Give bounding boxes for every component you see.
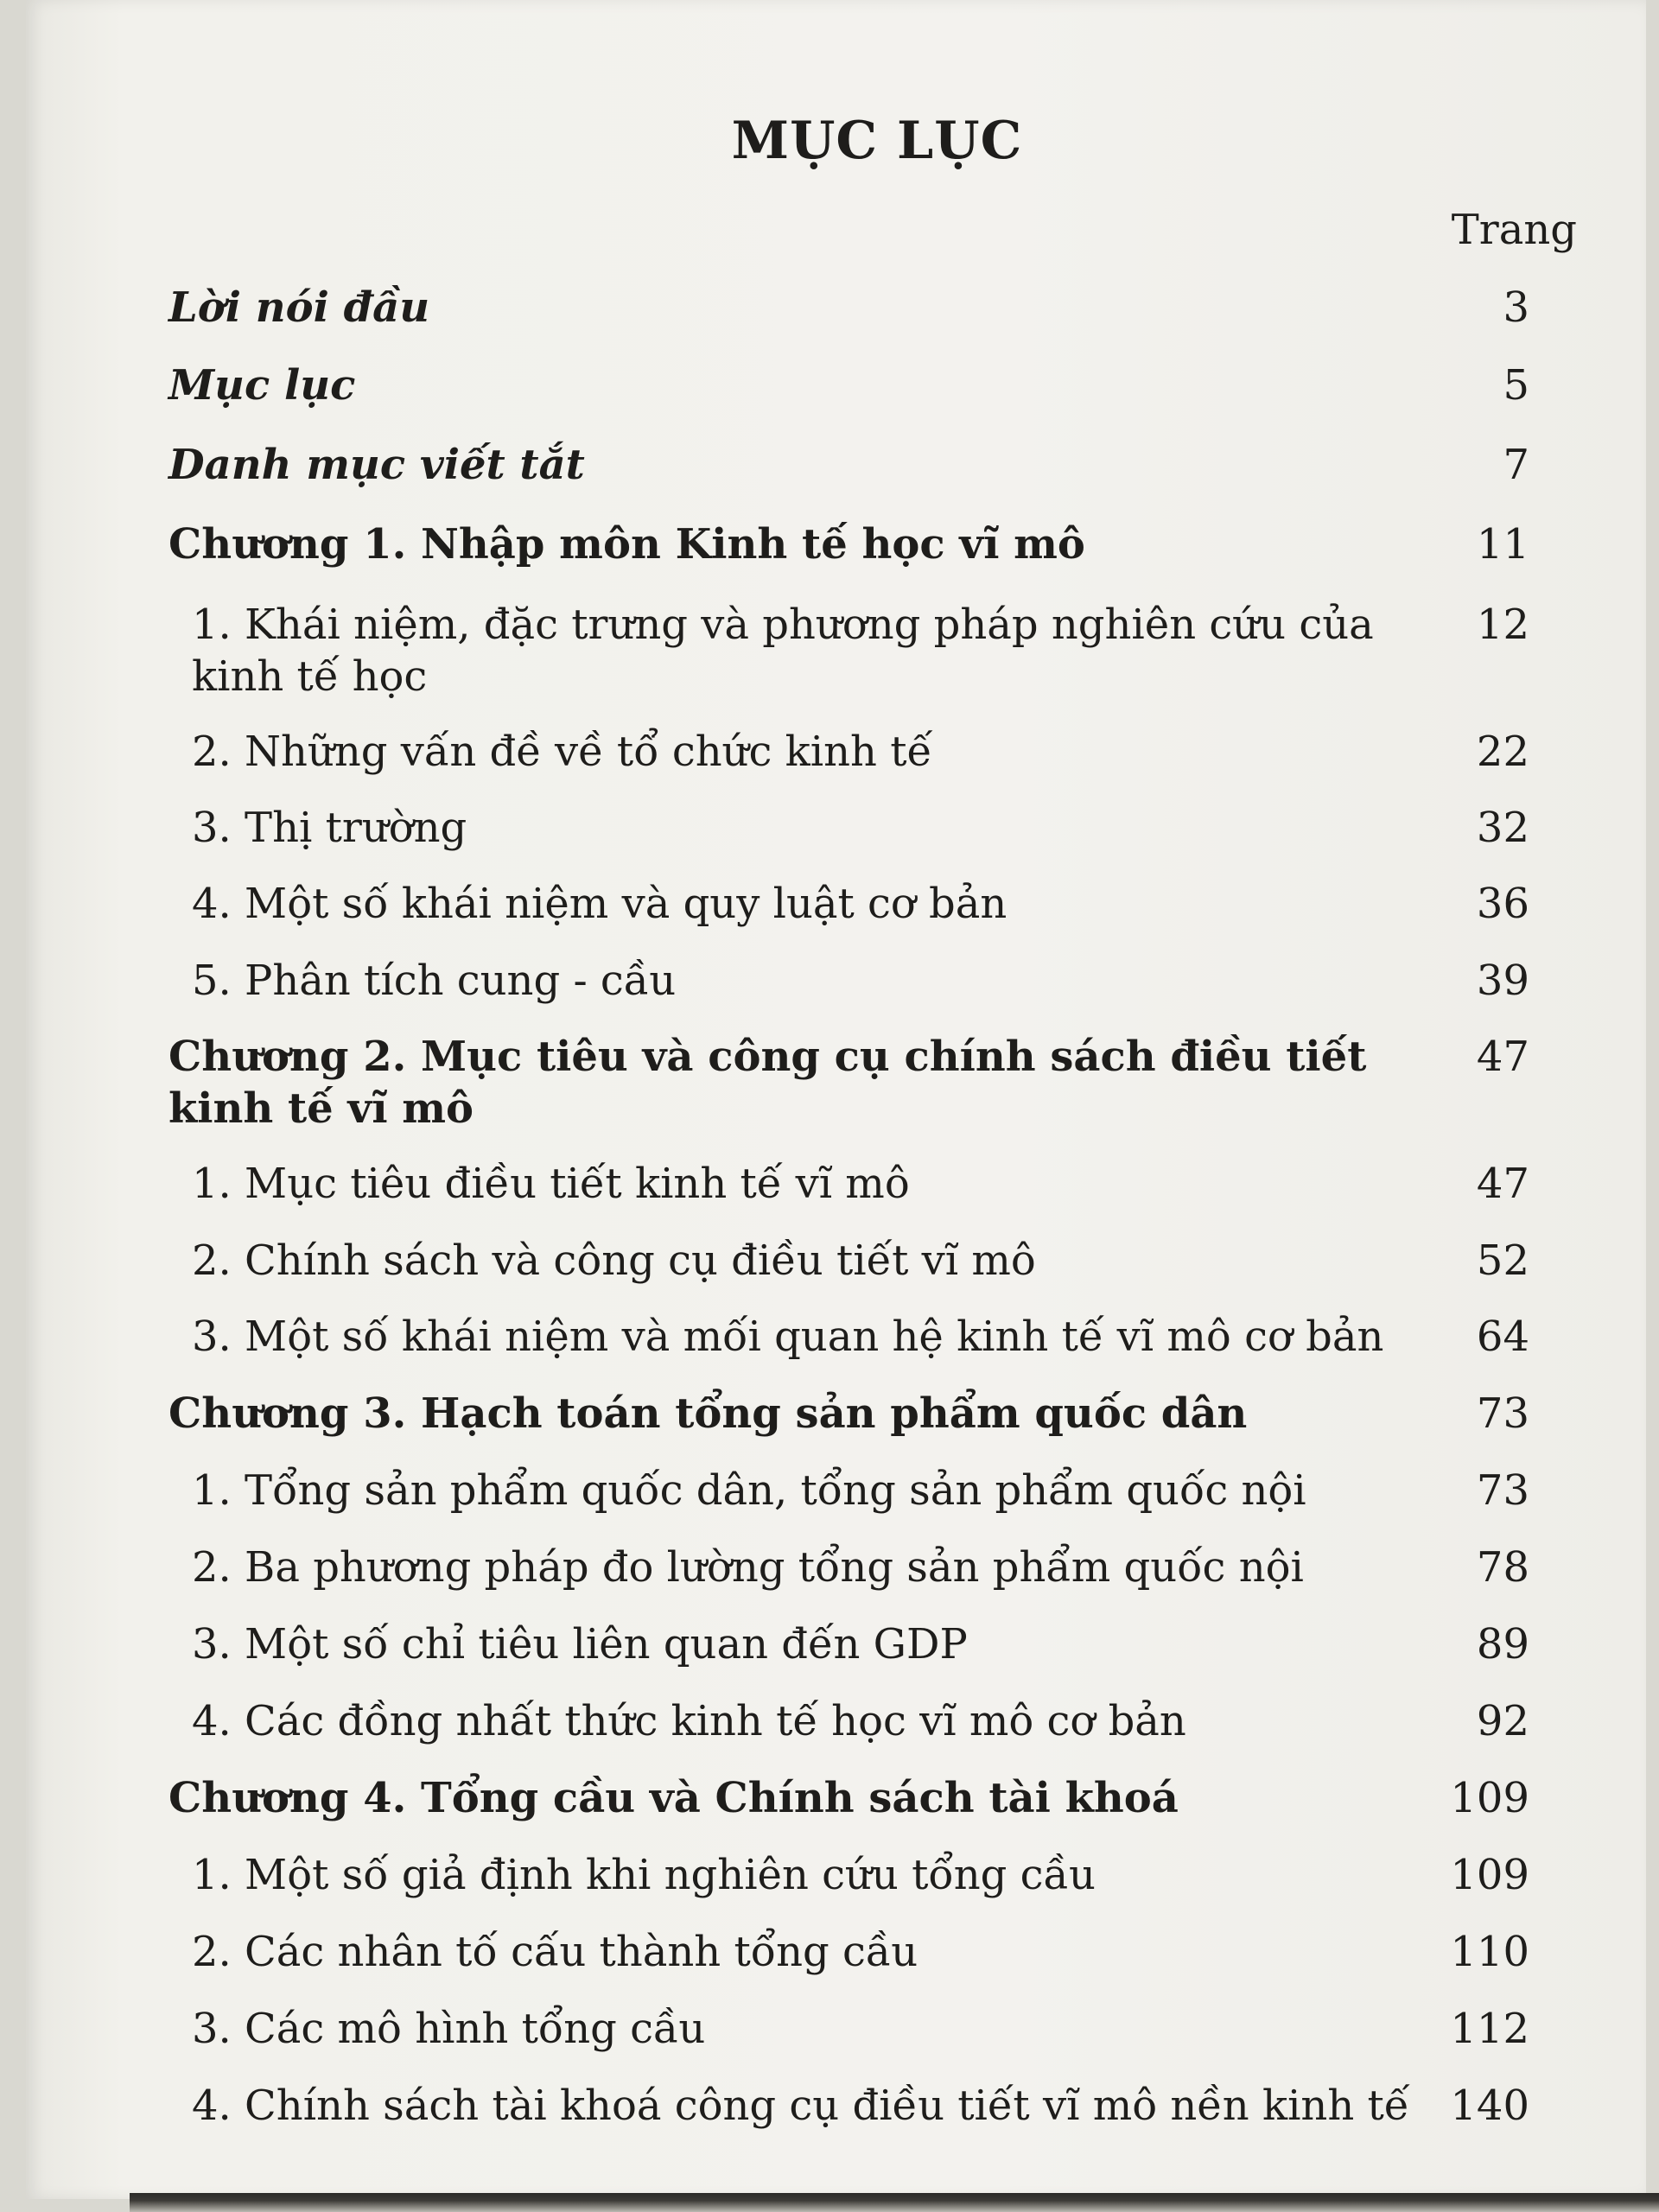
toc-entry-label: Chương 4. Tổng cầu và Chính sách tài khoá — [168, 1774, 1179, 1822]
toc-entry-page: 12 — [1476, 601, 1529, 649]
toc-entry-label: Chương 3. Hạch toán tổng sản phẩm quốc dân — [168, 1389, 1248, 1438]
toc-entry-page: 92 — [1476, 1697, 1529, 1745]
toc-entry-label: 3. Một số chỉ tiêu liên quan đến GDP — [192, 1620, 968, 1669]
toc-entry-label: 1. Khái niệm, đặc trưng và phương pháp nghiên cứu của kinh tế học — [192, 601, 1374, 701]
toc-entry-page: 7 — [1503, 441, 1529, 489]
toc-entry-page: 73 — [1476, 1466, 1529, 1515]
toc-entry-label: Chương 1. Nhập môn Kinh tế học vĩ mô — [168, 520, 1085, 569]
toc-entry-page: 22 — [1476, 728, 1529, 776]
toc-entry-label: 3. Một số khái niệm và mối quan hệ kinh tế vĩ mô cơ bản — [192, 1313, 1384, 1361]
toc-entry-label: 1. Tổng sản phẩm quốc dân, tổng sản phẩm quốc nội — [192, 1466, 1306, 1515]
toc-entry-page: 109 — [1450, 1774, 1529, 1822]
toc-entry-label: 3. Thị trường — [192, 804, 467, 852]
toc-entry-label: 2. Ba phương pháp đo lường tổng sản phẩm quốc nội — [192, 1543, 1304, 1592]
toc-entry-page: 32 — [1476, 804, 1529, 852]
toc-entry-page: 73 — [1476, 1389, 1529, 1438]
toc-entry-label: Lời nói đầu — [168, 283, 430, 332]
toc-entry-page: 112 — [1450, 2005, 1529, 2053]
toc-entry-label: 1. Một số giả định khi nghiên cứu tổng cầu — [192, 1851, 1096, 1899]
toc-entry-label: Mục lục — [168, 361, 356, 410]
toc-entry-label: 4. Các đồng nhất thức kinh tế học vĩ mô cơ bản — [192, 1697, 1186, 1745]
page-bottom-edge — [130, 2193, 1659, 2212]
toc-entry-page: 47 — [1476, 1033, 1529, 1081]
toc-entry-label: 3. Các mô hình tổng cầu — [192, 2005, 706, 2053]
toc-entry-label: Danh mục viết tắt — [168, 441, 585, 489]
toc-entry-page: 64 — [1476, 1313, 1529, 1361]
toc-entry-label: 4. Một số khái niệm và quy luật cơ bản — [192, 880, 1007, 928]
toc-entry-page: 78 — [1476, 1543, 1529, 1592]
toc-entry-page: 36 — [1476, 880, 1529, 928]
toc-entry-page: 47 — [1476, 1160, 1529, 1208]
toc-entry-page: 52 — [1476, 1236, 1529, 1285]
toc-entry-label: 2. Những vấn đề về tổ chức kinh tế — [192, 728, 933, 776]
toc-entry-label: 1. Mục tiêu điều tiết kinh tế vĩ mô — [192, 1160, 910, 1208]
toc-entry-page: 140 — [1450, 2082, 1529, 2130]
toc-entry-page: 5 — [1503, 361, 1529, 410]
page-title: MỤC LỤC — [731, 111, 1023, 171]
toc-entry-page: 39 — [1476, 957, 1529, 1005]
toc-entry-page: 109 — [1450, 1851, 1529, 1899]
toc-entry-label: 4. Chính sách tài khoá công cụ điều tiết vĩ mô nền kinh tế — [192, 2082, 1410, 2130]
toc-entry-page: 110 — [1450, 1928, 1529, 1976]
toc-entry-label: 2. Chính sách và công cụ điều tiết vĩ mô — [192, 1236, 1036, 1285]
toc-entry-label: 2. Các nhân tố cấu thành tổng cầu — [192, 1928, 918, 1976]
toc-entry-label: Chương 2. Mục tiêu và công cụ chính sách điều tiết kinh tế vĩ mô — [168, 1033, 1367, 1133]
page-column-header: Trang — [1451, 206, 1577, 254]
toc-entry-label: 5. Phân tích cung - cầu — [192, 957, 677, 1005]
toc-entry-page: 11 — [1476, 520, 1529, 569]
toc-entry-page: 3 — [1503, 283, 1529, 332]
toc-entry-page: 89 — [1476, 1620, 1529, 1669]
